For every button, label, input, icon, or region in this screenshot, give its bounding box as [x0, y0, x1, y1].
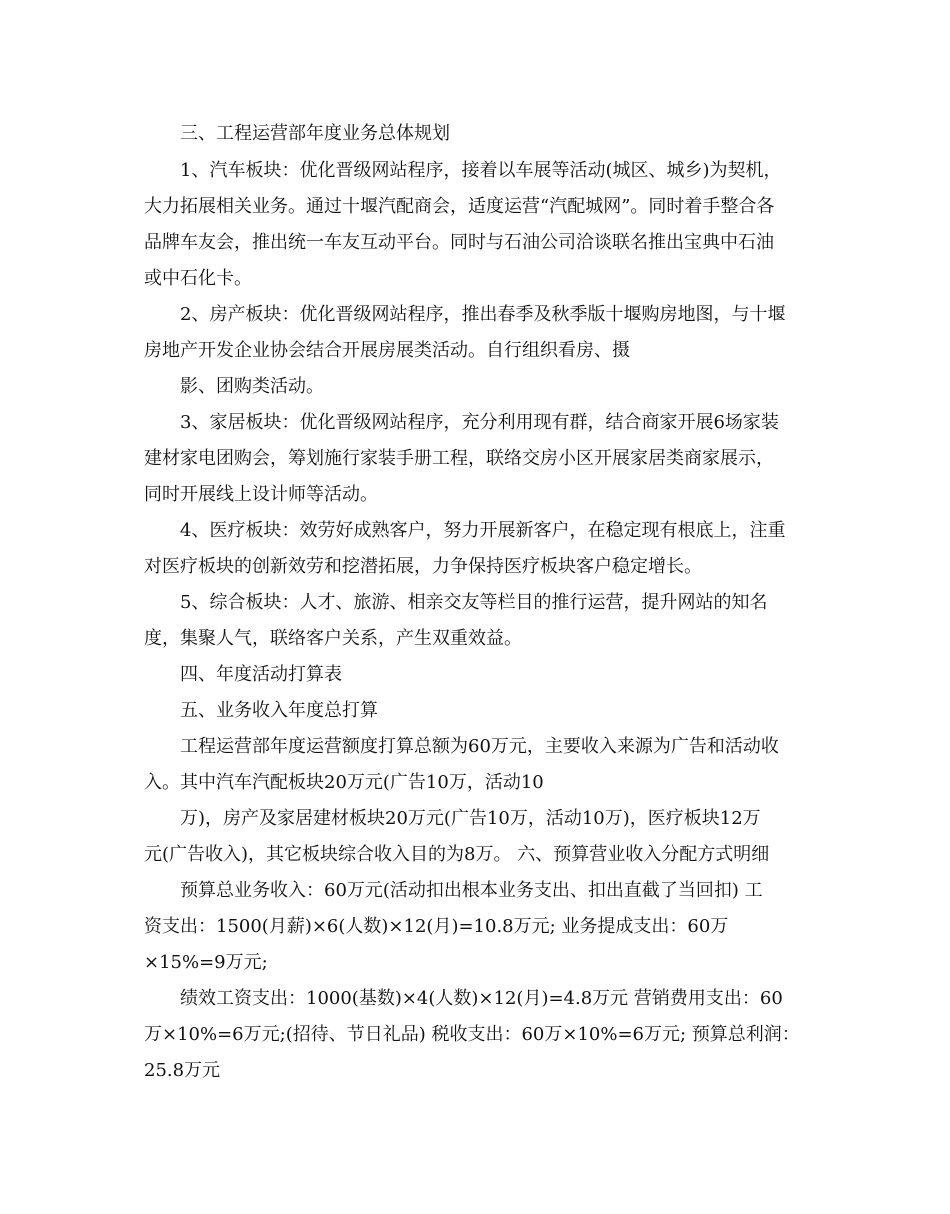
paragraph-general-line-2: 度，集聚人气，联络客户关系，产生双重效益。	[144, 628, 522, 649]
paragraph-auto-line-1: 1、汽车板块：优化晋级网站程序，接着以车展等活动(城区、城乡)为契机，	[180, 160, 782, 181]
paragraph-budget-line-3: ×15%=9万元;	[144, 952, 268, 973]
paragraph-general-line-1: 5、综合板块：人才、旅游、相亲交友等栏目的推行运营，提升网站的知名	[180, 592, 768, 613]
paragraph-profit-line-1: 绩效工资支出：1000(基数)×4(人数)×12(月)=4.8万元 营销费用支出：60	[180, 988, 783, 1009]
paragraph-home-line-3: 同时开展线上设计师等活动。	[144, 484, 378, 505]
section-heading-plan: 三、工程运营部年度业务总体规划	[180, 123, 450, 144]
paragraph-budget-line-2: 资支出：1500(月薪)×6(人数)×12(月)=10.8万元; 业务提成支出：60万	[144, 916, 729, 937]
paragraph-profit-line-3: 25.8万元	[144, 1060, 221, 1081]
paragraph-income-line-1: 工程运营部年度运营额度打算总额为60万元，主要收入来源为广告和活动收	[180, 736, 779, 757]
paragraph-auto-line-2: 大力拓展相关业务。通过十堰汽配商会，适度运营“汽配城网”。同时着手整合各	[144, 196, 775, 217]
paragraph-income-line-2: 入。其中汽车汽配板块20万元(广告10万，活动10	[144, 772, 544, 793]
paragraph-medical-line-1: 4、医疗板块：效劳好成熟客户，努力开展新客户，在稳定现有根底上，注重	[180, 520, 786, 541]
section-heading-income: 五、业务收入年度总打算	[180, 700, 378, 721]
paragraph-realestate-line-3: 影、团购类活动。	[180, 376, 324, 397]
section-heading-activities: 四、年度活动打算表	[180, 664, 342, 685]
paragraph-auto-line-4: 或中石化卡。	[144, 268, 252, 289]
paragraph-home-line-1: 3、家居板块：优化晋级网站程序，充分利用现有群，结合商家开展6场家装	[180, 412, 779, 433]
paragraph-budget-line-1: 预算总业务收入：60万元(活动扣出根本业务支出、扣出直截了当回扣) 工	[180, 880, 763, 901]
paragraph-income-line-3: 万)，房产及家居建材板块20万元(广告10万，活动10万)，医疗板块12万	[180, 808, 761, 829]
paragraph-realestate-line-2: 房地产开发企业协会结合开展房展类活动。自行组织看房、摄	[144, 340, 630, 361]
paragraph-realestate-line-1: 2、房产板块：优化晋级网站程序，推出春季及秋季版十堰购房地图，与十堰	[180, 304, 786, 325]
paragraph-medical-line-2: 对医疗板块的创新效劳和挖潜拓展，力争保持医疗板块客户稳定增长。	[144, 556, 702, 577]
paragraph-income-line-4: 元(广告收入)，其它板块综合收入目的为8万。 六、预算营业收入分配方式明细	[144, 844, 770, 865]
paragraph-profit-line-2: 万×10%=6万元;(招待、节日礼品) 税收支出：60万×10%=6万元; 预算总利润：	[144, 1024, 800, 1045]
paragraph-home-line-2: 建材家电团购会，筹划施行家装手册工程，联络交房小区开展家居类商家展示，	[144, 448, 774, 469]
paragraph-auto-line-3: 品牌车友会，推出统一车友互动平台。同时与石油公司洽谈联名推出宝典中石油	[144, 232, 774, 253]
